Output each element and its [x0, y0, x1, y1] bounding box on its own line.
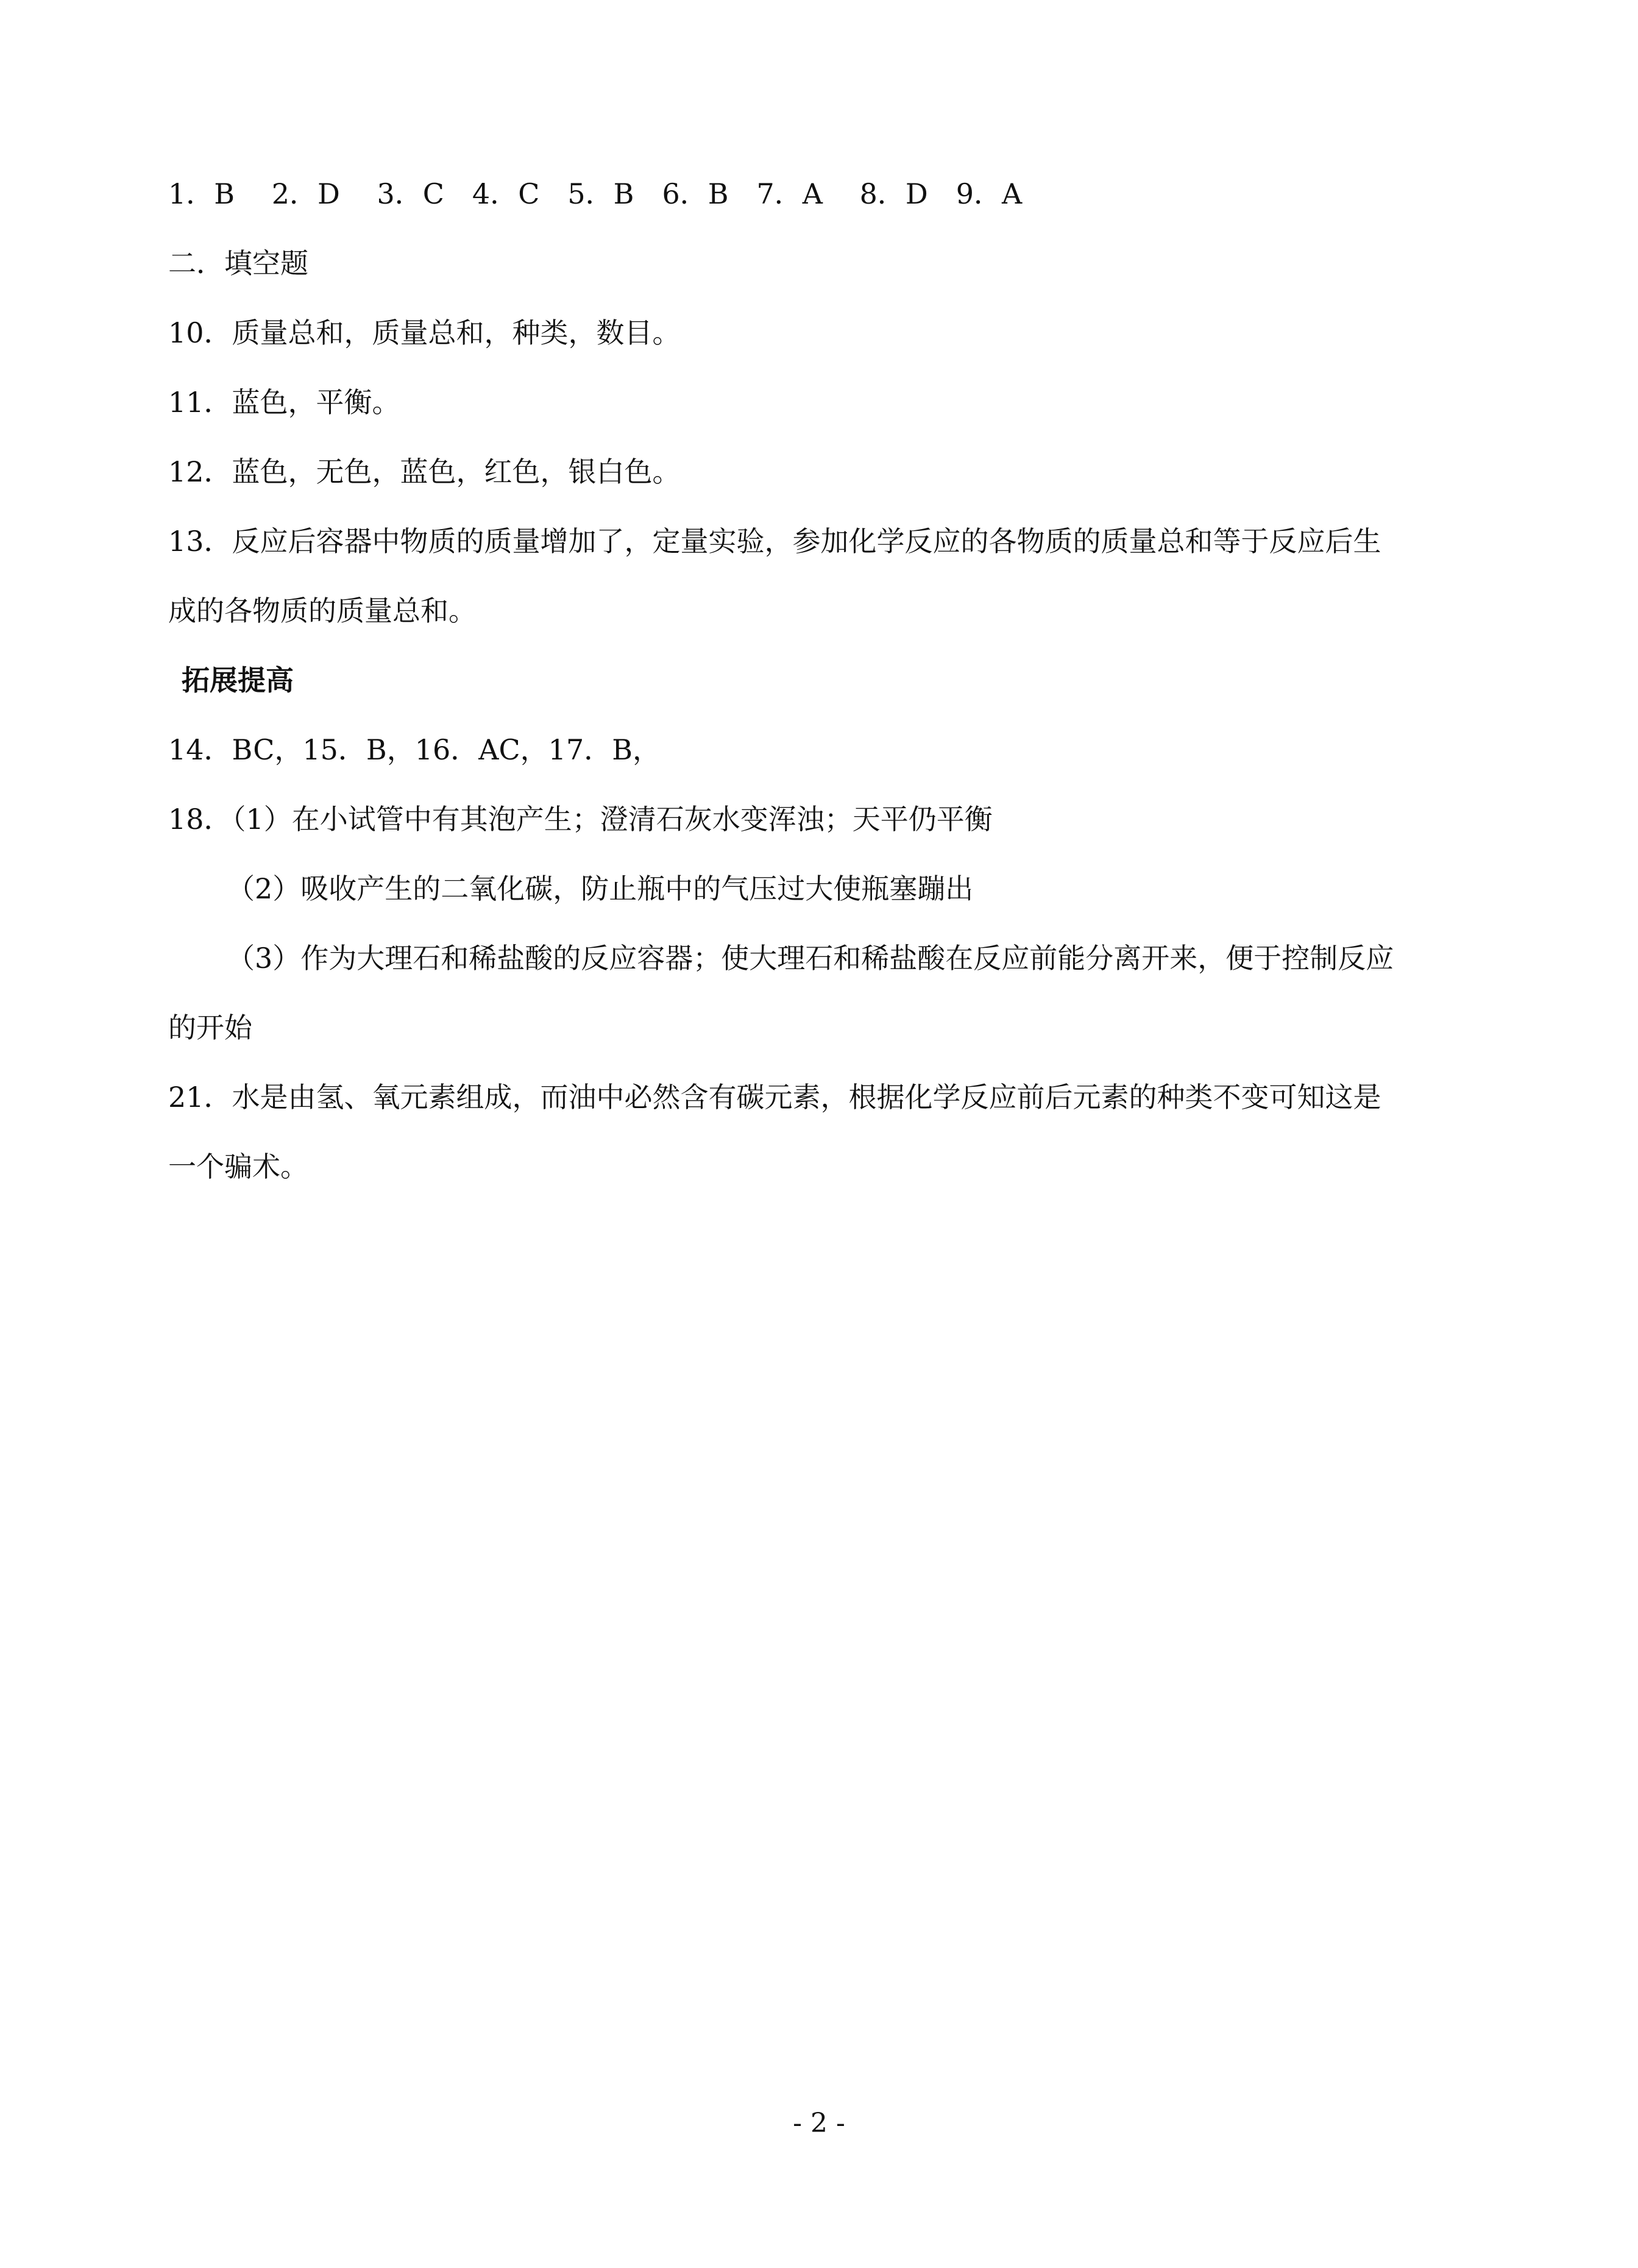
answer-q11: 11．蓝色，平衡。: [168, 386, 400, 419]
answer-q21-line-2: 一个骗术。: [168, 1150, 308, 1183]
answer-q13-line-2: 成的各物质的质量总和。: [168, 594, 477, 627]
answer-q18-part-3: [168, 941, 1509, 1045]
section-heading-extend: 拓展提高: [182, 664, 294, 697]
multiple-choice-answers: 1．B 2．D 3．C 4．C 5．B 6．B 7．A 8．D 9．A: [168, 177, 1023, 210]
answer-q18-part-1: 18．（1）在小试管中有其泡产生；澄清石灰水变浑浊；天平仍平衡: [168, 803, 993, 836]
answer-content: [168, 177, 1509, 1219]
section-heading-fill-in: 二．填空题: [168, 247, 308, 280]
answer-q21: [168, 1080, 1509, 1184]
answer-q18-part-2: （2）吸收产生的二氧化碳，防止瓶中的气压过大使瓶塞蹦出: [227, 872, 974, 905]
answer-q18-part-3-line-1: （3）作为大理石和稀盐酸的反应容器；使大理石和稀盐酸在反应前能分离开来，便于控制反应: [227, 942, 1394, 975]
answer-q21-line-1: 21．水是由氢、氧元素组成，而油中必然含有碳元素，根据化学反应前后元素的种类不变可知这是: [168, 1081, 1381, 1114]
answer-q13-line-1: 13．反应后容器中物质的质量增加了，定量实验，参加化学反应的各物质的质量总和等于反应后生: [168, 525, 1381, 558]
answer-q12: 12．蓝色，无色，蓝色，红色，银白色。: [168, 455, 681, 488]
answer-q18-part-3-line-2: 的开始: [168, 1011, 252, 1044]
answer-q13: [168, 524, 1509, 628]
answer-q10: 10．质量总和，质量总和，种类，数目。: [168, 316, 681, 349]
page-number: - 2 -: [793, 2108, 845, 2139]
answer-q14-17: 14．BC，15．B，16．AC，17．B，: [168, 733, 661, 766]
